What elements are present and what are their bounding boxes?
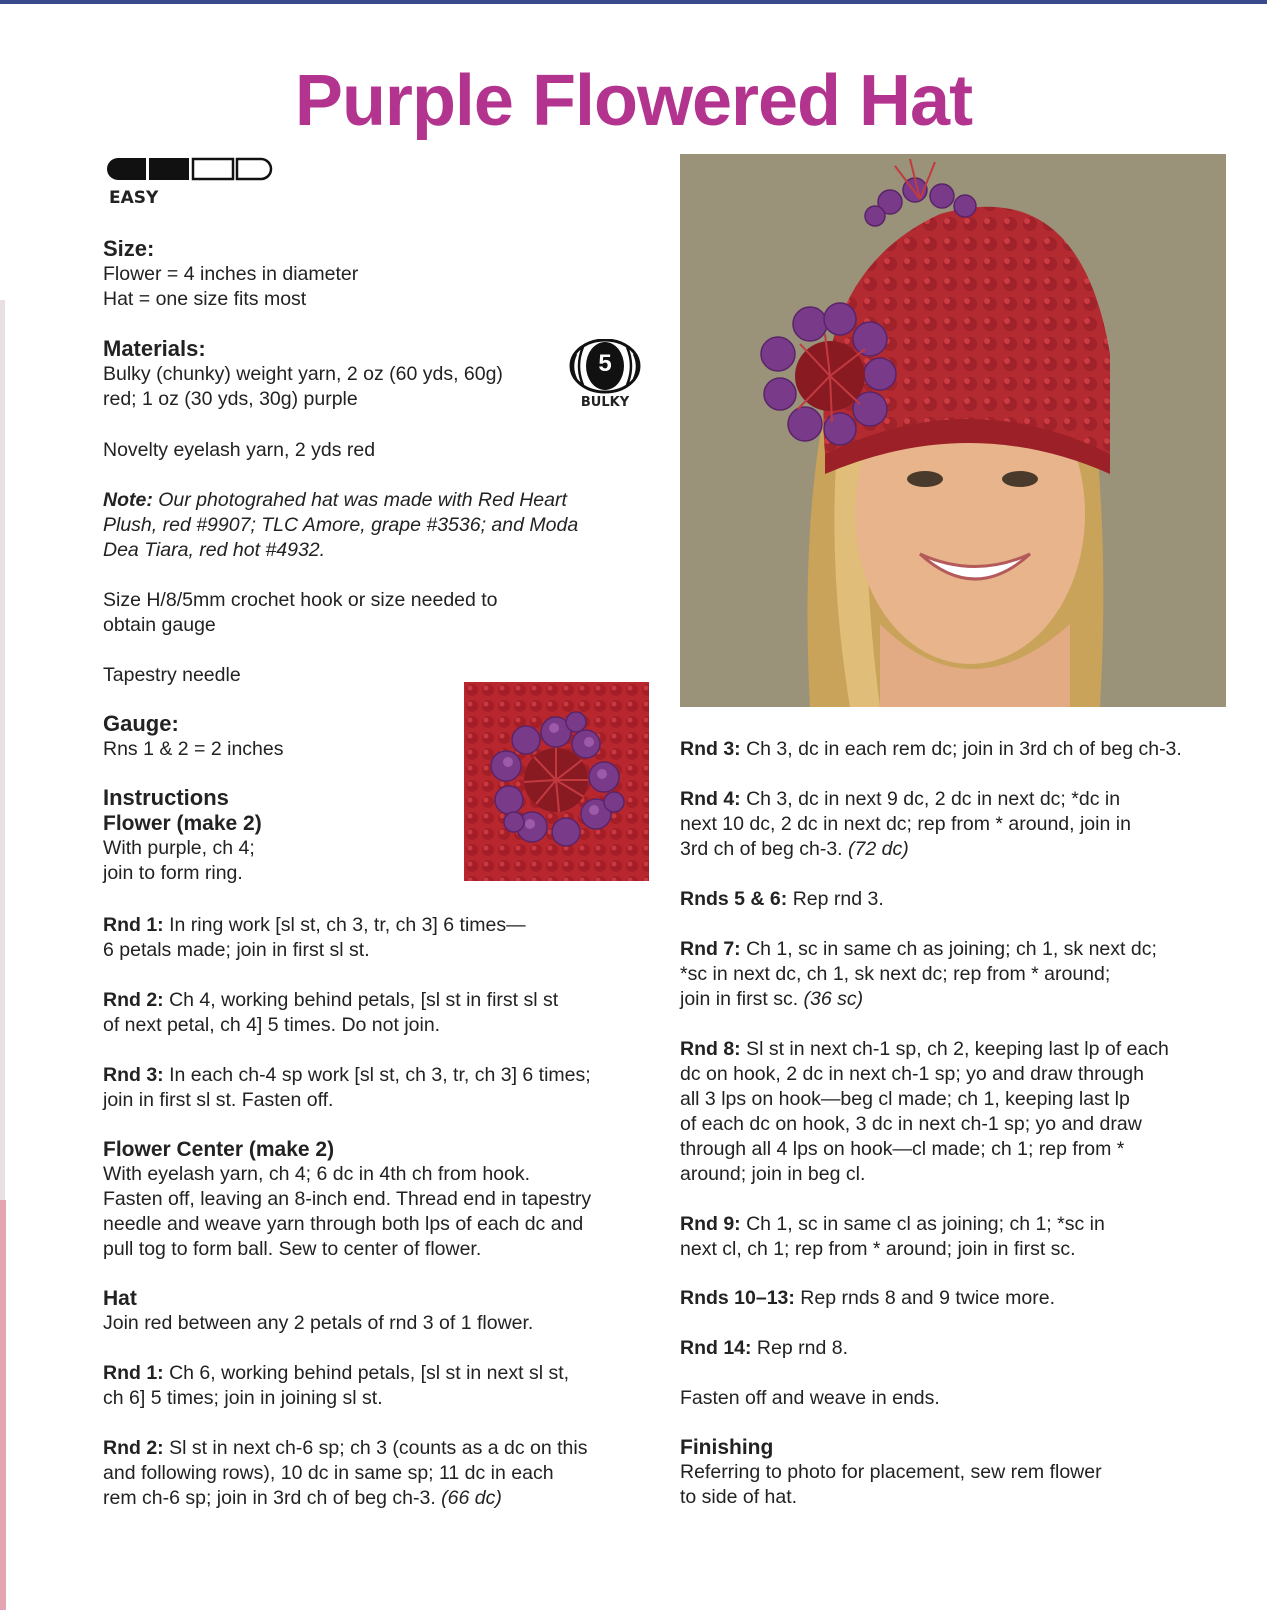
hat-heading: Hat	[103, 1287, 137, 1310]
rnd-text: join in first sl st. Fasten off.	[103, 1089, 334, 1111]
flower-rnd-1	[103, 913, 648, 963]
size-heading: Size:	[103, 236, 155, 261]
yarn-weight-label: BULKY	[580, 395, 630, 410]
hook-line: Size H/8/5mm crochet hook or size needed to	[103, 589, 498, 611]
rnd-text: Rep rnds 8 and 9 twice more.	[794, 1287, 1056, 1309]
rnd-text: of next petal, ch 4] 5 times. Do not join.	[103, 1014, 441, 1036]
rnd-label: Rnd 2:	[103, 989, 164, 1011]
note-label: Note:	[103, 489, 153, 511]
size-line: Hat = one size fits most	[103, 288, 307, 310]
rnd-text: Ch 6, working behind petals, [sl st in next sl st,	[163, 1362, 570, 1384]
skill-level-icon	[106, 156, 276, 182]
hat-rnd-9	[680, 1212, 1225, 1262]
rnd-text: of each dc on hook, 3 dc in next ch-1 sp; yo and draw	[680, 1113, 1142, 1135]
hat-rnd-3	[680, 737, 1225, 762]
finishing-line: to side of hat.	[680, 1486, 798, 1508]
needle-line: Tapestry needle	[103, 664, 241, 686]
rnd-label: Rnd 7:	[680, 938, 741, 960]
rnd-text: Rep rnd 8.	[751, 1337, 848, 1359]
yarn-weight-number: 5	[598, 350, 612, 377]
size-section	[103, 236, 648, 312]
page-edge-accent	[0, 1200, 6, 1610]
skill-level-label: EASY	[109, 188, 159, 208]
rnd-text: Ch 1, sc in same ch as joining; ch 1, sk next dc;	[740, 938, 1157, 960]
rnd-label: Rnd 3:	[680, 738, 741, 760]
flower-center-heading: Flower Center (make 2)	[103, 1138, 335, 1161]
fasten-off-line: Fasten off and weave in ends.	[680, 1387, 940, 1409]
rnd-label: Rnd 8:	[680, 1038, 741, 1060]
rnd-text: Sl st in next ch-6 sp; ch 3 (counts as a dc on this	[163, 1437, 588, 1459]
gauge-line: Rns 1 & 2 = 2 inches	[103, 738, 284, 760]
rnd-label: Rnd 3:	[103, 1064, 164, 1086]
rnd-text: In each ch-4 sp work [sl st, ch 3, tr, ch 3] 6 times;	[163, 1064, 591, 1086]
rnd-text: next cl, ch 1; rep from * around; join in first sc.	[680, 1238, 1076, 1260]
rnd-text: join in first sc.	[680, 988, 804, 1010]
hat-line: Join red between any 2 petals of rnd 3 of 1 flower.	[103, 1312, 534, 1334]
rnd-text: Ch 4, working behind petals, [sl st in first sl st	[163, 989, 559, 1011]
rnd-text: next 10 dc, 2 dc in next dc; rep from * around, join in	[680, 813, 1131, 835]
flower-heading: Flower (make 2)	[103, 812, 262, 835]
hat-rnd-5-6	[680, 887, 1225, 912]
rnd-text: Ch 3, dc in each rem dc; join in 3rd ch of beg ch-3.	[740, 738, 1182, 760]
note-line: Plush, red #9907; TLC Amore, grape #3536; and Moda	[103, 514, 579, 536]
materials-line: Bulky (chunky) weight yarn, 2 oz (60 yds, 60g)	[103, 363, 503, 385]
rnd-text: dc on hook, 2 dc in next ch-1 sp; yo and draw through	[680, 1063, 1144, 1085]
rnd-text: Ch 1, sc in same cl as joining; ch 1; *sc in	[740, 1213, 1105, 1235]
flower-closeup-photo	[464, 682, 649, 881]
hat-rnd-14	[680, 1336, 1225, 1361]
rnd-text: and following rows), 10 dc in same sp; 11 dc in each	[103, 1462, 554, 1484]
flower-rnd-2	[103, 988, 648, 1038]
page-title: Purple Flowered Hat	[294, 61, 973, 141]
rnd-label: Rnd 1:	[103, 914, 164, 936]
gauge-heading: Gauge:	[103, 711, 179, 736]
rnd-label: Rnd 9:	[680, 1213, 741, 1235]
hat-rnd-2	[103, 1436, 648, 1511]
flower-center-section	[103, 1137, 648, 1262]
rnd-text: Sl st in next ch-1 sp, ch 2, keeping last lp of each	[740, 1038, 1169, 1060]
note-line: Our photograhed hat was made with Red Heart	[152, 489, 567, 511]
materials-line: red; 1 oz (30 yds, 30g) purple	[103, 388, 358, 410]
stitch-count: (36 sc)	[803, 988, 864, 1010]
rnd-text: through all 4 lps on hook—cl made; ch 1; rep from *	[680, 1138, 1125, 1160]
rnd-label: Rnds 5 & 6:	[680, 888, 788, 910]
novelty-yarn: Novelty eyelash yarn, 2 yds red	[103, 439, 376, 461]
materials-heading: Materials:	[103, 336, 206, 361]
rnd-label: Rnd 14:	[680, 1337, 752, 1359]
rnd-label: Rnds 10–13:	[680, 1287, 795, 1309]
hat-rnd-4	[680, 787, 1225, 862]
finishing-line: Referring to photo for placement, sew rem flower	[680, 1461, 1102, 1483]
rnd-label: Rnd 2:	[103, 1437, 164, 1459]
rnd-text: all 3 lps on hook—beg cl made; ch 1, keeping last lp	[680, 1088, 1130, 1110]
center-line: pull tog to form ball. Sew to center of flower.	[103, 1238, 482, 1260]
flower-line: join to form ring.	[103, 862, 243, 884]
rnd-text: ch 6] 5 times; join in joining sl st.	[103, 1387, 383, 1409]
rnd-text: Rep rnd 3.	[787, 888, 884, 910]
hat-rnd-1	[103, 1361, 648, 1411]
instructions-heading: Instructions	[103, 785, 229, 810]
center-line: needle and weave yarn through both lps of each dc and	[103, 1213, 584, 1235]
rnd-text: around; join in beg cl.	[680, 1163, 866, 1185]
rnd-label: Rnd 4:	[680, 788, 741, 810]
hat-rnd-7	[680, 937, 1225, 1012]
flower-line: With purple, ch 4;	[103, 837, 255, 859]
size-line: Flower = 4 inches in diameter	[103, 263, 359, 285]
finishing-section	[680, 1435, 1225, 1510]
note-section	[103, 488, 648, 563]
rnd-label: Rnd 1:	[103, 1362, 164, 1384]
materials-section	[103, 336, 648, 412]
finishing-heading: Finishing	[680, 1436, 774, 1459]
rnd-text: In ring work [sl st, ch 3, tr, ch 3] 6 times—	[163, 914, 526, 936]
rnd-text: Ch 3, dc in next 9 dc, 2 dc in next dc; *dc in	[740, 788, 1121, 810]
flower-rnd-3	[103, 1063, 648, 1113]
stitch-count: (66 dc)	[441, 1487, 502, 1509]
hook-line: obtain gauge	[103, 614, 216, 636]
rnd-text: 6 petals made; join in first sl st.	[103, 939, 370, 961]
rnd-text: 3rd ch of beg ch-3.	[680, 838, 849, 860]
model-wearing-hat-photo	[680, 154, 1226, 707]
rnd-text: rem ch-6 sp; join in 3rd ch of beg ch-3.	[103, 1487, 442, 1509]
top-border	[0, 0, 1267, 4]
hat-section	[103, 1286, 648, 1336]
hat-rnd-8	[680, 1037, 1225, 1187]
note-line: Dea Tiara, red hot #4932.	[103, 539, 326, 561]
center-line: Fasten off, leaving an 8-inch end. Thread end in tapestry	[103, 1188, 592, 1210]
rnd-text: *sc in next dc, ch 1, sk next dc; rep from * around;	[680, 963, 1111, 985]
center-line: With eyelash yarn, ch 4; 6 dc in 4th ch from hook.	[103, 1163, 531, 1185]
hat-rnd-10-13	[680, 1286, 1225, 1311]
stitch-count: (72 dc)	[848, 838, 909, 860]
